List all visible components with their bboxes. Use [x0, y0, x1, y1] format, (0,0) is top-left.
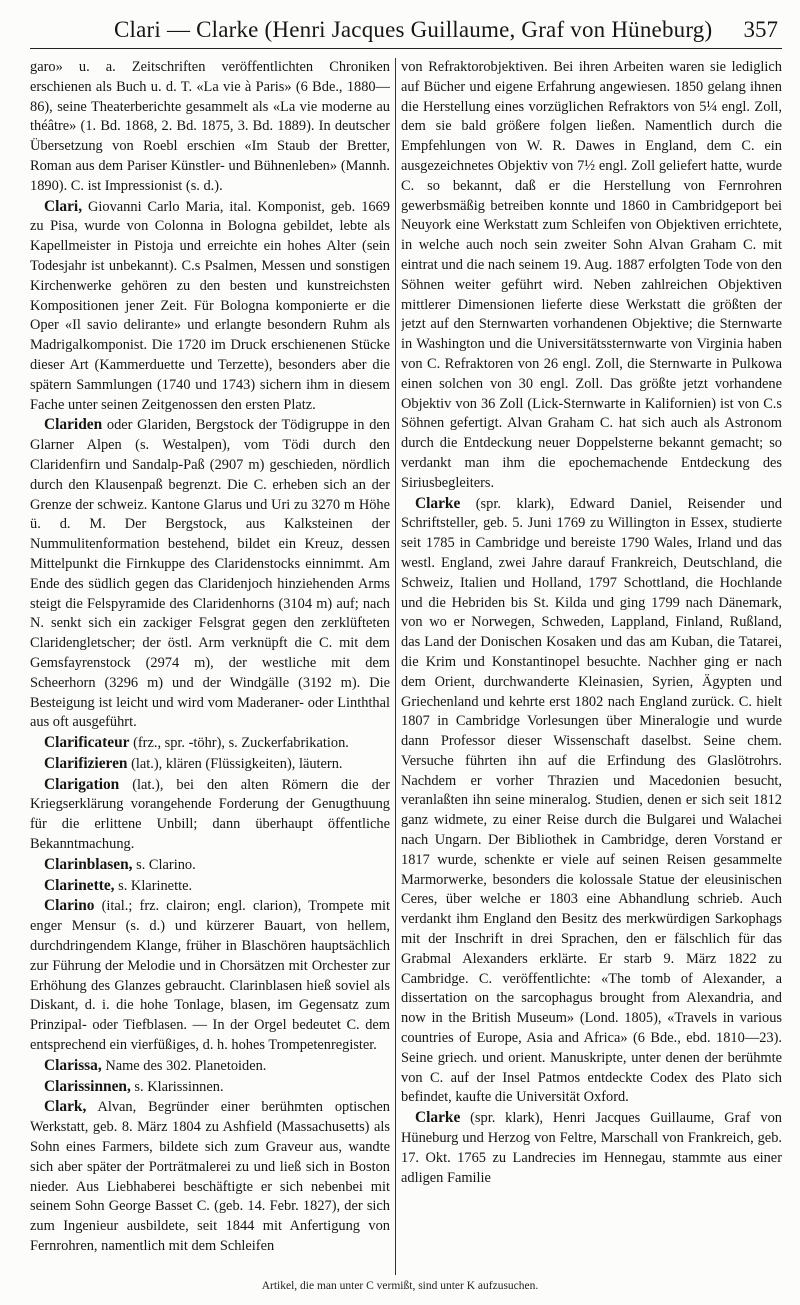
header-title: Clari — Clarke (Henri Jacques Guillaume, Graf von Hüneburg) [114, 17, 713, 42]
entry-continued [401, 58, 782, 494]
page-number: 357 [743, 17, 778, 42]
entry-text: (lat.), bei den alten Römern die der Kriegserklärung vorangehende Forderung der Genugthuung für die erlittene Unbill; dann überhaupt öffentliche Bekanntmachung. [30, 776, 390, 853]
footer-note: Artikel, die man unter C vermißt, sind unter K aufzusuchen. [261, 1280, 539, 1292]
entry-clark [30, 1097, 390, 1256]
entry-text: (spr. klark), Henri Jacques Guillaume, Graf von Hüneburg und Herzog von Feltre, Marschall von Frankreich, geb. 17. Okt. 1765 zu Landrecies im Hennegau, stammte aus einer adligen Familie [401, 1110, 782, 1186]
entry-clari [30, 197, 390, 416]
entry-clarissinnen [30, 1077, 390, 1098]
headword: Clarificateur [44, 734, 130, 752]
entry-clarino [30, 896, 390, 1055]
entry-text: von Refraktorobjektiven. Bei ihren Arbeiten waren sie lediglich auf Bücher und eigene Erfahrung angewiesen. 1850 gelang ihnen die Herstellung eines vorzüglichen Refraktors von 5¼ engl. Zoll, dem sie bald größere folgen ließen. Namentlich durch die Empfehlungen von W. R. Dawes in England, dem C. ein ausgezeichnetes Objektiv von 7½ engl. Zoll geliefert hatte, wurde C. so bekannt, daß er die Herstellung von Fernrohren gewerbsmäßig betreiben konnte und 1860 in Cambridgeport bei Neuyork eine Werkstatt zum Schleifen von Objektiven errichtete, in welche auch noch sein zweiter Sohn Alvan Graham C. mit eintrat und die nach seinem 19. Aug. 1887 erfolgten Tode von den Söhnen weiter geführt wird. Neben zahlreichen Objektiven mittlerer Dimensionen lieferte diese Werkstatt die größten der jetzt auf den Sternwarten vorhandenen Objektive; die Sternwarte in Washington und die Universitätssternwarte von Virginia haben von C. Refraktoren von 26 engl. Zoll, die Sternwarte in Pulkowa einen solchen von 30 engl. Zoll. Das größte jetzt vorhandene Objektiv von 36 Zoll (Lick-Sternwarte in Kalifornien) ist von C.s Söhnen gefertigt. Alvan Graham C. hat sich auch als Astronom durch die Entdeckung neuer Doppelsterne bekannt gemacht; so verdankt man ihm die epochemachende Entdeckung des Siriusbegleiters. [401, 59, 782, 491]
left-column [30, 58, 390, 1275]
headword: Clarke [415, 1109, 461, 1127]
headword: Clariden [44, 416, 103, 434]
entry-text: Giovanni Carlo Maria, ital. Komponist, geb. 1669 zu Pisa, wurde von Colonna in Bologna gebildet, lebte als Kapellmeister in Pistoja und erreichte ein hohes Alter (sein Todesjahr ist unbekannt). C.s Psalmen, Messen und sonstigen Kirchenwerke gehören zu den besten und kunstreichsten Kompositionen jener Zeit. Für Bologna komponierte er die Oper «Il savio delirante» und erlangte besondern Ruhm als Madrigalkomponist. Die 1720 im Druck erschienenen Stücke dieser Art (Kammerduette und Terzette), besonders aber die spätern Sammlungen (1740 und 1743) sichern ihm in diesem Fache unter seinen Zeitgenossen den ersten Platz. [30, 198, 390, 413]
entry-clarigation [30, 775, 390, 855]
entry-text: Alvan, Begründer einer berühmten optischen Werkstatt, geb. 8. März 1804 zu Ashfield (Massachusetts) als Sohn eines Farmers, bildete sich zum Graveur aus, wandte sich aber später der Porträtmalerei zu und ließ sich in Boston nieder. Aus Liebhaberei beschäftigte er sich nebenbei mit seinem Sohn George Basset C. (geb. 14. Febr. 1827), der sich zum Ingenieur ausbildete, seit 1844 mit Anfertigung von Fernrohren, namentlich mit dem Schleifen [30, 1099, 390, 1255]
entry-text: Name des 302. Planetoiden. [105, 1057, 267, 1074]
entry-text: (ital.; frz. clairon; engl. clarion), Trompete mit enger Mensur (s. d.) und kürzerer Bauart, von hellem, durchdringendem Klange, früher in Blaschören hauptsächlich zur Führung der Melodie und in Chorsätzen mit Orchester zur Erhöhung des Glanzes gebraucht. Clarinblasen hieß soviel als Diskant, d. i. die hohe Tonlage, blasen, im Gegensatz zum Prinzipal- oder Tiefblasen. — In der Orgel bedeutet C. dem entsprechend ein vierfüßiges, d. h. hohes Trompetenregister. [30, 898, 390, 1054]
entry-clarke-edward-daniel [401, 494, 782, 1109]
headword: Clarissinnen, [44, 1077, 131, 1095]
headword: Clarino [44, 897, 95, 915]
entry-text: (frz., spr. -töhr), s. Zuckerfabrikation. [133, 735, 349, 752]
text-columns [30, 58, 782, 1275]
entry-clarifizieren [30, 754, 390, 775]
entry-clariden [30, 415, 390, 733]
headword: Clarinette, [44, 876, 115, 894]
headword: Clarifizieren [44, 754, 128, 772]
headword: Clark, [44, 1098, 87, 1116]
entry-clarke-henri-jacques-guillaume [401, 1108, 782, 1188]
entry-text: (lat.), klären (Flüssigkeiten), läutern. [131, 755, 343, 772]
right-column [401, 58, 782, 1275]
entry-clarissa [30, 1056, 390, 1077]
entry-clarinette [30, 876, 390, 897]
entry-text: oder Glariden, Bergstock der Tödigruppe in den Glarner Alpen (s. Westalpen), vom Tödi durch den Claridenfirn und Sandalp-Paß (2907 m) geschieden, nördlich durch den Klausenpaß begrenzt. Die C. erheben sich an der Grenze der schweiz. Kantone Glarus und Uri zu 3270 m Höhe ü. d. M. Der Bergstock, aus Kalksteinen der Nummulitenformation bestehend, bildet ein Kreuz, dessen Mittelpunkt die Firnkuppe des Claridenstocks einnimmt. Am Ende des südlich gegen das Claridenjoch hinziehenden Arms steigt die Felspyramide des Claridenhorns (3104 m) auf; nach N. senkt sich ein zackiger Felsgrat gegen den zerklüfteten Claridengletscher; der östl. Arm verknüpft die C. mit dem Gemsfayrenstock (2974 m), der westliche mit dem Scheerhorn (3296 m) und der Windgälle (3192 m). Die Besteigung ist leicht und wird vom Maderaner- oder Linththal aus oft ausgeführt. [30, 417, 390, 731]
headword: Clarissa, [44, 1056, 102, 1074]
headword: Clarigation [44, 775, 120, 793]
headword: Clarinblasen, [44, 855, 133, 873]
entry-clarinblasen [30, 855, 390, 876]
headword: Clari, [44, 197, 83, 215]
entry-continued [30, 58, 390, 197]
entry-text: s. Clarino. [136, 856, 196, 873]
entry-text: garo» u. a. Zeitschriften veröffentlichten Chroniken erschienen als Buch u. d. T. «La vie à Paris» (6 Bde., 1880—86), seine Theaterberichte gesammelt als «La vie moderne au théâtre» (1. Bd. 1868, 2. Bd. 1875, 3. Bd. 1889). In deutscher Übersetzung von Roebl erschien «Im Staub der Bretter, Roman aus dem Pariser Künstler- und Bühnenleben» (Mannh. 1890). C. ist Impressionist (s. d.). [30, 59, 390, 194]
entry-text: s. Klarissinnen. [134, 1078, 224, 1095]
column-divider [395, 58, 396, 1275]
entry-text: (spr. klark), Edward Daniel, Reisender und Schriftsteller, geb. 5. Juni 1769 zu Willington in Essex, studierte seit 1785 in Cambridge und bereiste 1790 Wales, Irland und das westl. England, zwei Jahre darauf Frankreich, Deutschland, die Schweiz, Italien und Holland, 1797 Schottland, die Hochlande und die Hebriden bis St. Kilda und ging 1799 nach Dänemark, von wo er Norwegen, Schweden, Lappland, Finland, Rußland, das Land der Donischen Kosaken und das am Kuban, die Tatarei, die Krim und Konstantinopel besuchte. Nachher ging er nach dem Orient, durchwanderte Kleinasien, Syrien, Ägypten und Griechenland und kehrte erst 1802 nach England zurück. C. hielt 1807 in Cambridge Vorlesungen über Mineralogie und wurde dann Professor dieser Wissenschaft daselbst. Seine chem. Versuche führten ihn auf die Erfindung des Glaslötrohrs. Nachdem er vorher Thrazien und Macedonien besucht, veranlaßten ihn seine mineralog. Studien, denen er sich seit 1812 ganz widmete, zu einer Reise durch die Bulgarei und Walachei nach Ungarn. Der Bibliothek in Cambridge, deren Vorstand er 1817 wurde, schenkte er viele auf seinen Reisen gesammelte Marmorwerke, besonders die kolossale Statue der eleusinischen Ceres, über welche er 1803 eine Abhandlung schrieb. Auch verdankt ihm England den Besitz des merkwürdigen Sarkophags mit der Inschrift in drei Sprachen, den er fälschlich für das Grabmal Alexanders erklärte. Er starb 9. März 1822 zu Cambridge. C. veröffentlichte: «The tomb of Alexander, a dissertation on the sarcophagus brought from Alexandria, and now in the British Museum» (Lond. 1805), «Travels in various countries of Europe, Asia and Africa» (6 Bde., ebd. 1810—23). Seine griech. und orient. Manuskripte, unter denen der berühmte von C. auf der Insel Patmos entdeckte Codex des Plato sich befindet, kaufte die Universität Oxford. [401, 495, 782, 1106]
entry-clarificateur [30, 733, 390, 754]
running-header [30, 14, 782, 49]
headword: Clarke [415, 494, 461, 512]
entry-text: s. Klarinette. [118, 877, 193, 894]
